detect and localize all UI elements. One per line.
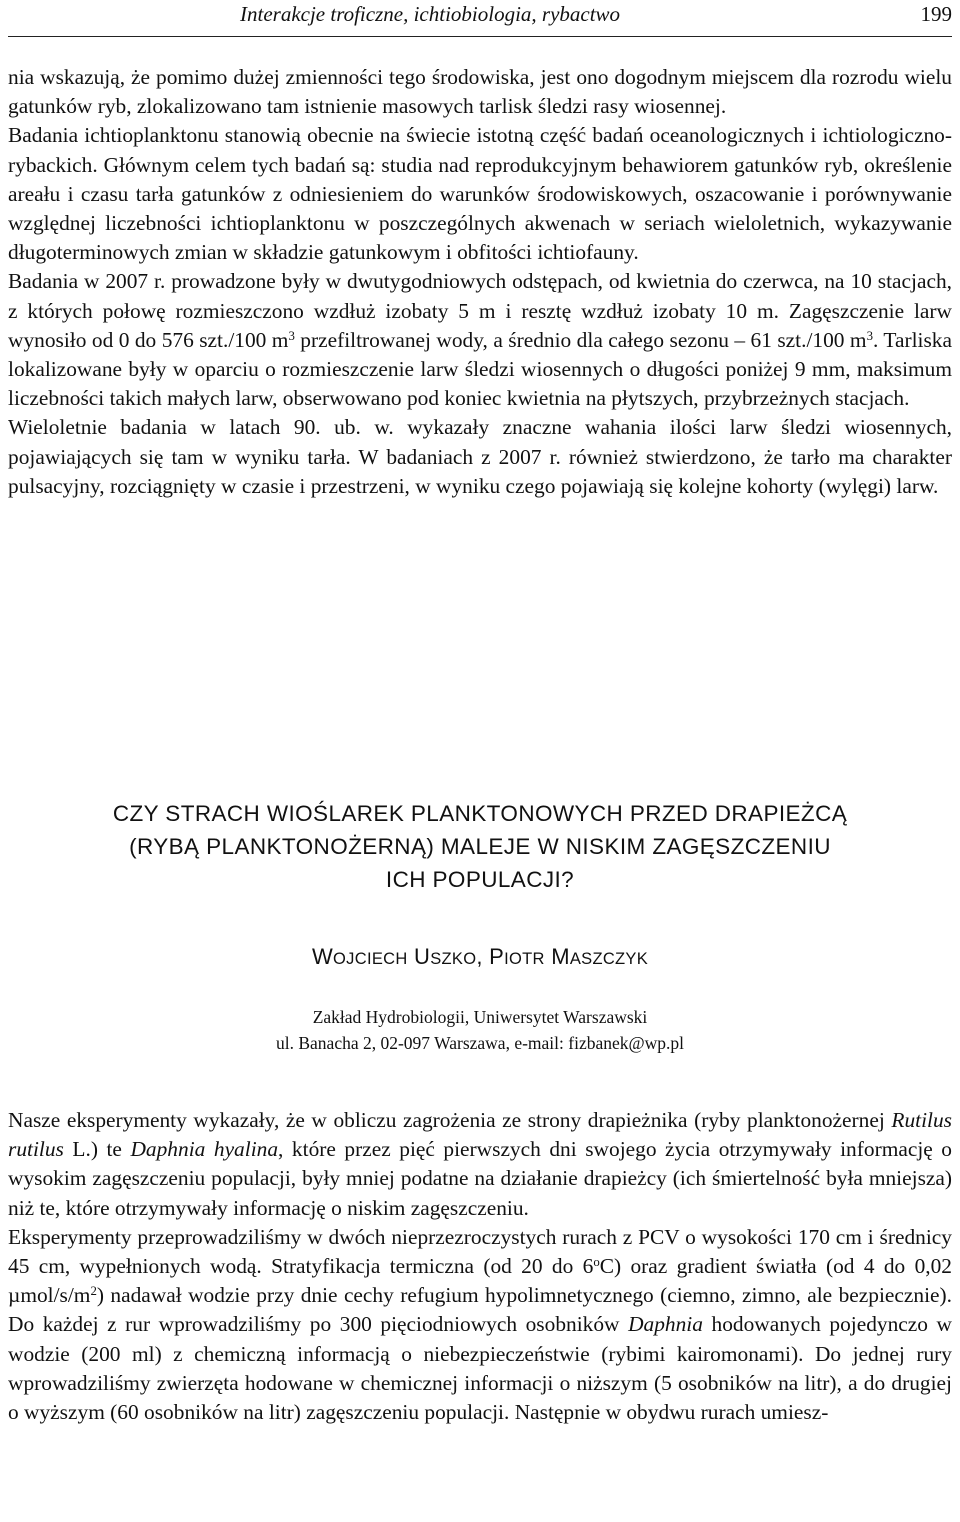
text: hodowanych pojedynczo w wodzie (200 ml) z chemiczną informacją o niebezpieczeństwie (rybimi kairomonami). Do jednej rury wprowadziliśmy zwierzęta hodowane w chemicznej informacji o niższym (5 osobników na litr), a do drugiej o wyższym (60 osobników na litr) zagęszczeniu populacji. Następnie w obydwu rurach umiesz- — [8, 1312, 952, 1425]
species-name: Rutilus rutilus — [8, 1108, 952, 1162]
superscript: 3 — [288, 328, 295, 343]
paragraph: Wieloletnie badania w latach 90. ub. w. wykazały znaczne wahania ilości larw śledzi wiosennych, pojawiających się tam w wyniku tarła. W badaniach z 2007 r. również stwierdzono, że tarło ma charakter pulsacyjny, rozciągnięty w czasie i przestrzeni, w wyniku czego pojawiają się kolejne kohorty (wylęgi) larw. — [8, 415, 952, 498]
affiliation-line: ul. Banacha 2, 02-097 Warszawa, e-mail: fizbanek@wp.pl — [276, 1033, 684, 1053]
author-initial: U — [414, 944, 431, 969]
superscript: 2 — [90, 1284, 97, 1299]
text: ) nadawał wodzie przy dnie cechy refugium hypolimnetycznego (ciemno, zimno, ale bezpiecznie). Do każdej z rur wprowadziliśmy po 300 pięciodniowych osobników — [8, 1283, 952, 1337]
text: L.) te — [63, 1137, 131, 1162]
author-initial: P — [489, 944, 505, 969]
running-title: Interakcje troficzne, ichtiobiologia, rybactwo — [240, 2, 621, 26]
text: , które przez pięć pierwszych dni swojego życia otrzymywały informację o wysokim zagęszczeniu populacji, były mniej podatne na działanie drapieżcy (ich śmiertelność była mniejsza) niż te, które otrzymywały informację o niskim zagęszczeniu. — [8, 1137, 952, 1220]
paragraph — [8, 1106, 952, 1223]
paragraph: nia wskazują, że pomimo dużej zmienności tego środowiska, jest ono dogodnym miejscem dla rozrodu wielu gatunków ryb, zlokalizowano tam istnienie masowych tarlisk śledzi rasy wiosennej. — [8, 65, 952, 119]
page-number: 199 — [920, 2, 952, 26]
running-header — [8, 0, 952, 37]
paragraph — [8, 267, 952, 413]
author-first-name: IOTR — [504, 950, 545, 968]
article-title — [0, 797, 960, 896]
author-last-name: ASZCZYK — [569, 950, 649, 968]
affiliation-line: Zakład Hydrobiologii, Uniwersytet Warszawski — [312, 1007, 648, 1027]
author-initial: M — [551, 944, 570, 969]
superscript: 3 — [866, 328, 873, 343]
text: C) oraz gradient światła (od 4 do 0,02 µmol/s/m — [8, 1254, 953, 1308]
author-last-name: SZKO — [430, 950, 477, 968]
author-initial: W — [311, 944, 334, 969]
body-text-section-2 — [8, 1106, 952, 1427]
paragraph: Badania ichtioplanktonu stanowią obecnie na świecie istotną część badań oceanologicznych i ichtiologiczno-rybackich. Głównym celem tych badań są: studia nad reprodukcyjnym behawiorem gatunków ryb, określenie areału i czasu tarła gatunków z odniesieniem do warunków środowiskowych, oszacowanie i porównywanie względnej liczebności ichtioplanktonu w poszczególnych akwenach w seriach wieloletnich, wykazywanie długoterminowych zmian w składzie gatunkowym i obfitości ichtiofauny. — [8, 123, 952, 265]
title-line: (RYBĄ PLANKTONOŻERNĄ) MALEJE W NISKIM ZAGĘSZCZENIU — [129, 834, 831, 859]
species-name: Daphnia — [628, 1312, 703, 1337]
text: Nasze eksperymenty wykazały, że w obliczu zagrożenia ze strony drapieżnika (ryby planktonożernej — [8, 1108, 892, 1132]
text: . Tarliska lokalizowane były w oparciu o rozmieszczenie larw śledzi wiosennych o długości poniżej 9 mm, maksimum liczebności takich małych larw, obserwowano pod koniec kwietnia na płytszych, przybrzeżnych stacjach. — [8, 327, 952, 411]
affiliation — [0, 1004, 960, 1056]
title-line: CZY STRACH WIOŚLAREK PLANKTONOWYCH PRZED DRAPIEŻCĄ — [112, 801, 848, 826]
author-first-name: OJCIECH — [333, 950, 408, 968]
title-line: ICH POPULACJI? — [385, 867, 575, 892]
text: przefiltrowanej wody, a średnio dla całego sezonu – 61 szt./100 m — [294, 327, 867, 352]
authors — [0, 944, 960, 970]
superscript: o — [593, 1254, 600, 1269]
species-name: Daphnia hyalina — [130, 1137, 279, 1162]
text: Badania w 2007 r. prowadzone były w dwutygodniowych odstępach, od kwietnia do czerwca, na 10 stacjach, z których połowę rozmieszczono wzdłuż izobaty 5 m i resztę wzdłuż izobaty 10 m. Zagęszczenie larw wynosiło od 0 do 576 szt./100 m — [8, 269, 952, 352]
author-separator: , — [476, 944, 490, 969]
text: Eksperymenty przeprowadziliśmy w dwóch nieprzezroczystych rurach z PCV o wysokości 170 cm i średnicy 45 cm, wypełnionych wodą. Stratyfikacja termiczna (od 20 do 6 — [8, 1224, 952, 1279]
body-text-section-1 — [8, 63, 952, 501]
paragraph — [8, 1223, 952, 1427]
